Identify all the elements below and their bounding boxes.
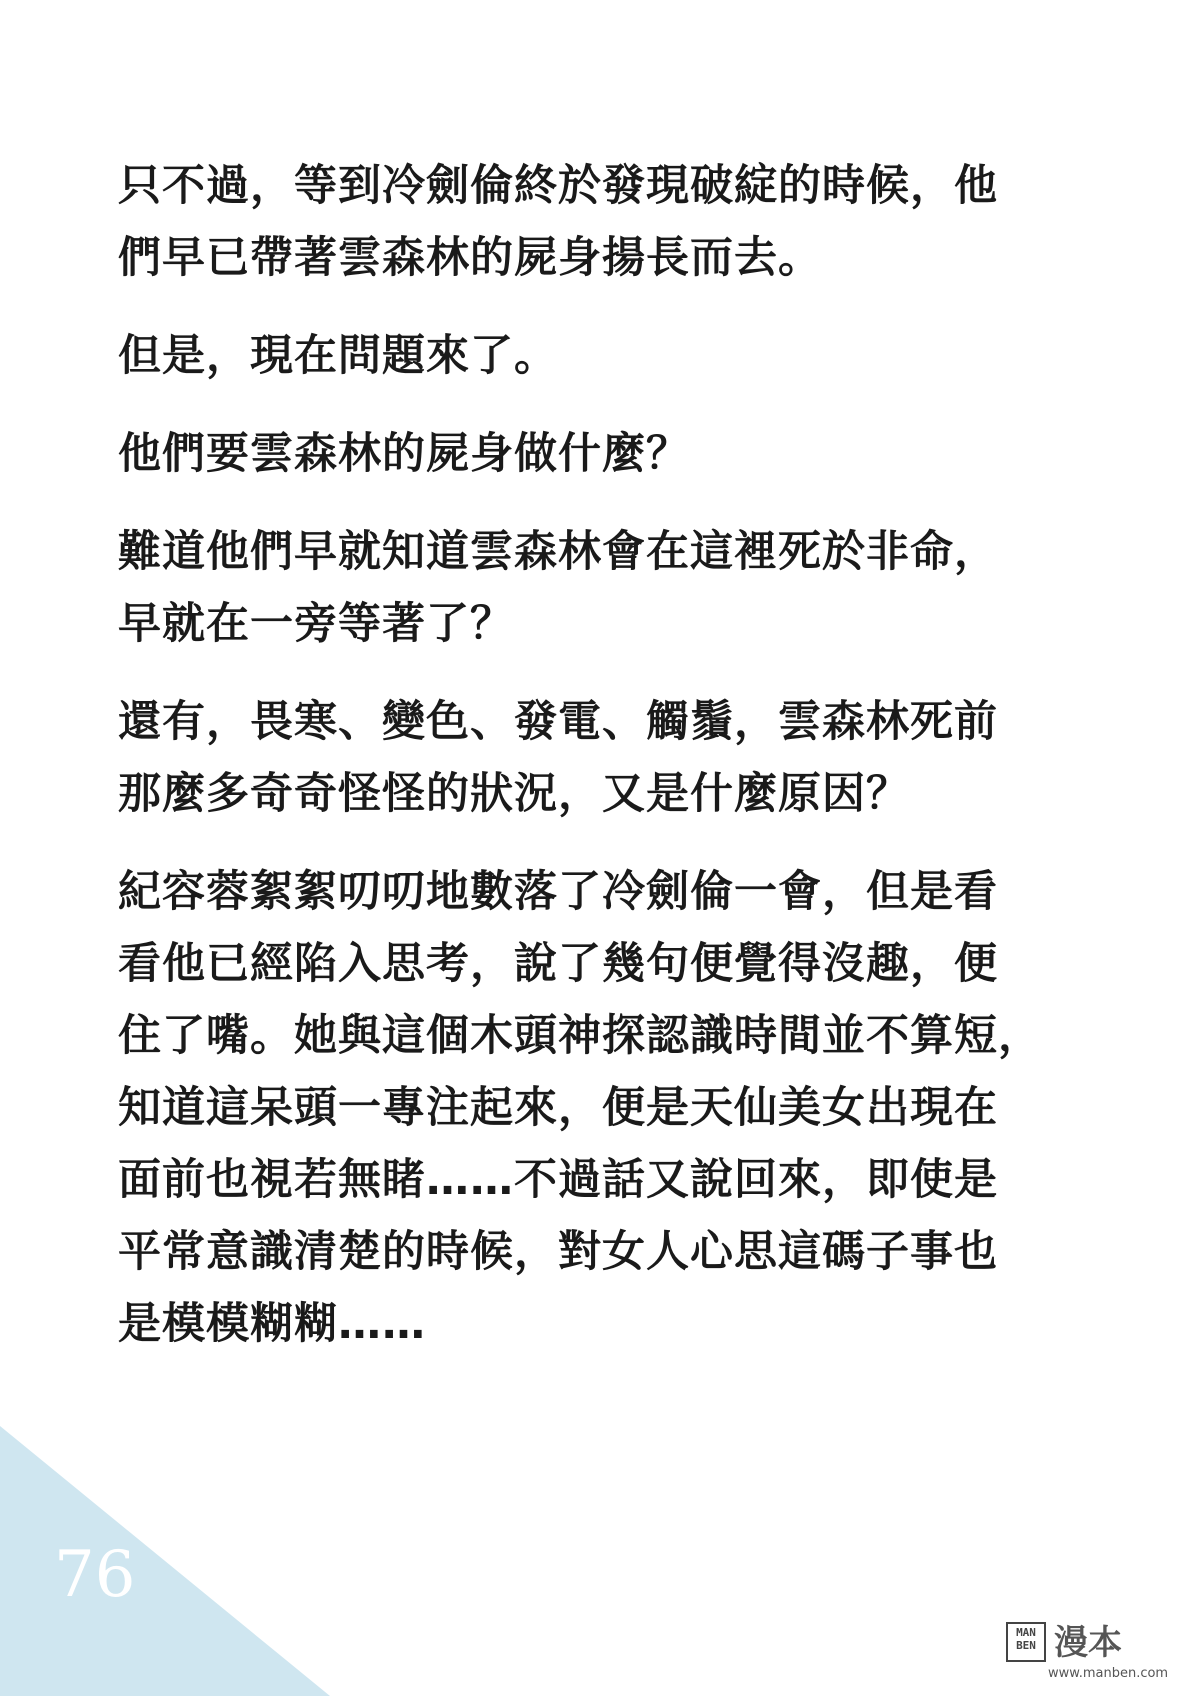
text-line: 知道這呆頭一專注起來，便是天仙美女出現在 — [118, 1083, 998, 1133]
text-line: 紀容蓉絮絮叨叨地數落了冷劍倫一會，但是看 — [118, 867, 998, 917]
paragraph — [118, 516, 1098, 660]
paragraph — [118, 418, 1098, 490]
paragraph — [118, 856, 1098, 1360]
text-line: 只不過，等到冷劍倫終於發現破綻的時候，他 — [118, 161, 998, 211]
watermark-title: 漫本 — [1054, 1623, 1122, 1663]
text-line: 平常意識清楚的時候，對女人心思這碼子事也 — [118, 1227, 998, 1277]
paragraph — [118, 150, 1098, 294]
text-line: 難道他們早就知道雲森林會在這裡死於非命， — [118, 527, 998, 577]
paragraph — [118, 320, 1098, 392]
text-line: 還有，畏寒、變色、發電、觸鬚，雲森林死前 — [118, 697, 998, 747]
watermark-box: MAN BEN — [1006, 1622, 1046, 1662]
text-line: 面前也視若無睹……不過話又說回來，即使是 — [118, 1155, 998, 1205]
text-line: 早就在一旁等著了？ — [118, 599, 514, 649]
text-line: 看他已經陷入思考，說了幾句便覺得沒趣，便 — [118, 939, 998, 989]
watermark-url: www.manben.com — [1048, 1666, 1169, 1681]
page-number: 76 — [54, 1538, 136, 1612]
text-line: 是模模糊糊…… — [118, 1299, 426, 1349]
text-line: 住了嘴。她與這個木頭神探認識時間並不算短， — [118, 1011, 1042, 1061]
corner-decoration — [0, 1366, 340, 1696]
paragraph — [118, 686, 1098, 830]
watermark-logo — [1006, 1622, 1186, 1682]
text-line: 們早已帶著雲森林的屍身揚長而去。 — [118, 233, 822, 283]
text-line: 那麼多奇奇怪怪的狀況，又是什麼原因？ — [118, 769, 910, 819]
text-line: 但是，現在問題來了。 — [118, 331, 558, 381]
body-text — [118, 150, 1098, 1386]
text-line: 他們要雲森林的屍身做什麼？ — [118, 429, 690, 479]
